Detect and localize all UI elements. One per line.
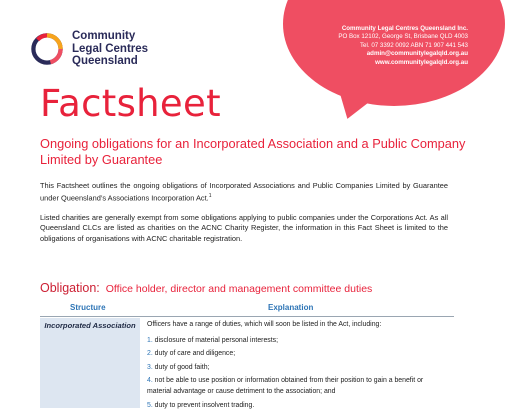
contact-email[interactable]: admin@communitylegalqld.org.au [366, 50, 468, 58]
list-item [147, 376, 449, 397]
obligation-label: Obligation: [40, 281, 100, 295]
logo-line-1: Community [72, 30, 136, 42]
contact-phone-abn: Tel. 07 3392 0092 ABN 71 907 441 543 [359, 41, 468, 49]
list-text: duty to prevent insolvent trading. [154, 401, 255, 409]
list-item [147, 336, 449, 347]
clcq-logo-icon [30, 32, 64, 66]
list-item [147, 363, 449, 374]
column-header-explanation: Explanation [268, 303, 314, 312]
charities-paragraph: Listed charities are generally exempt from some obligations applying to public companies under the Corporations Act. As all Queensland CLCs are listed as charities on the ACNC Charity Register, the information in this Fact Sheet is limited to the obligations of organisations with ACNC charitable registration. [40, 213, 448, 243]
intro-paragraph [40, 181, 448, 204]
clcq-logo [30, 30, 148, 68]
list-text: not be able to use position or information obtained from their position to gain a benefit or material advantage or cause detriment to the association; and [147, 377, 424, 395]
list-item [147, 401, 449, 412]
logo-line-3: Queensland [72, 55, 138, 67]
obligation-heading [40, 281, 372, 295]
logo-line-2: Legal Centres [72, 42, 149, 55]
intro-text: This Factsheet outlines the ongoing obligations of Incorporated Associations and Public Companies Limited by Guarantee under Queensland’s Associations Incorporation Act. [40, 181, 448, 203]
explanation-intro: Officers have a range of duties, which will soon be listed in the Act, including: [147, 321, 382, 328]
list-item [147, 349, 449, 360]
list-text: disclosure of material personal interests; [154, 336, 278, 344]
page-subtitle: Ongoing obligations for an Incorporated Association and a Public Company Limited by Guarantee [40, 136, 466, 167]
logo-wordmark [72, 30, 148, 68]
list-number: 5. [147, 401, 153, 409]
column-header-structure: Structure [70, 303, 106, 312]
list-text: duty of care and diligence; [154, 350, 236, 358]
contact-website[interactable]: www.communitylegalqld.org.au [375, 58, 468, 66]
structure-cell [40, 318, 140, 408]
table-header [40, 302, 454, 317]
list-text: duty of good faith; [154, 363, 210, 371]
obligation-title: Office holder, director and management committee duties [105, 283, 373, 295]
explanation-cell [147, 320, 449, 414]
list-number: 2. [147, 350, 153, 358]
contact-details [338, 25, 468, 67]
contact-address: PO Box 12102, George St, Brisbane QLD 4003 [338, 33, 468, 41]
list-number: 1. [147, 336, 153, 344]
list-number: 4. [147, 377, 153, 385]
contact-org: Community Legal Centres Queensland Inc. [341, 25, 468, 32]
footnote-ref[interactable]: 1 [208, 193, 212, 200]
list-number: 3. [147, 363, 153, 371]
page-title: Factsheet [40, 82, 221, 125]
structure-label: Incorporated Association [44, 321, 136, 330]
